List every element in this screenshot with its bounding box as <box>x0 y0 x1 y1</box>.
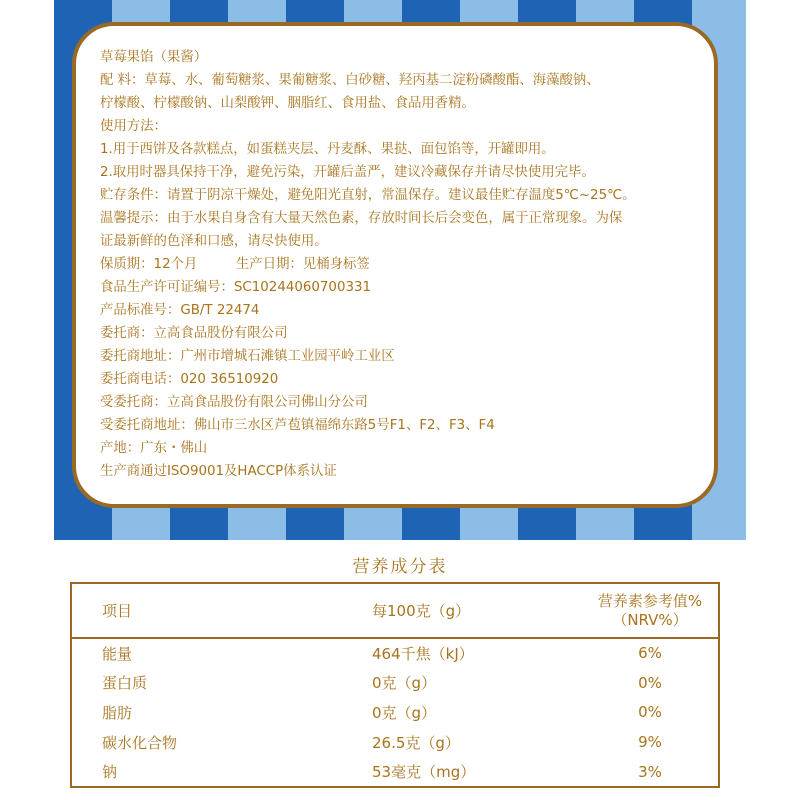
label-text-block <box>100 46 700 483</box>
client-name: 委托商：立高食品股份有限公司 <box>100 326 288 341</box>
product-standard: 产品标准号：GB/T 22474 <box>100 303 260 318</box>
origin: 产地：广东・佛山 <box>100 441 208 456</box>
nutrition-table-title: 营养成分表 <box>352 557 448 577</box>
ingredients-line-2: 柠檬酸、柠檬酸钠、山梨酸钾、胭脂红、食用盐、食品用香精。 <box>100 96 475 111</box>
header-item: 项目 <box>102 602 133 620</box>
nutrient-name: 脂肪 <box>102 703 133 722</box>
table-row <box>71 727 719 757</box>
manufacturer-address: 受委托商地址：佛山市三水区芦苞镇福绵东路5号F1、F2、F3、F4 <box>100 418 495 433</box>
nutrient-name: 能量 <box>102 644 133 663</box>
table-row <box>71 757 719 787</box>
header-nrv-line-1: 营养素参考值% <box>597 591 703 610</box>
nutrient-amount: 0克（g） <box>372 703 437 722</box>
certification: 生产商通过ISO9001及HACCP体系认证 <box>100 464 337 479</box>
nutrient-nrv: 3% <box>638 762 662 781</box>
storage-conditions: 贮存条件：请置于阴凉干燥处，避免阳光直射，常温保存。建议最佳贮存温度5℃~25℃。 <box>100 188 636 203</box>
nutrient-amount: 464千焦（kJ） <box>372 644 474 663</box>
nutrient-name: 蛋白质 <box>102 674 148 693</box>
nutrient-nrv: 6% <box>638 644 662 663</box>
product-name: 草莓果馅（果酱） <box>100 50 208 65</box>
header-nrv-line-2: （NRV%） <box>612 610 688 629</box>
manufacturer-name: 受委托商：立高食品股份有限公司佛山分公司 <box>100 395 368 410</box>
nutrient-amount: 0克（g） <box>372 674 437 693</box>
header-per-100g: 每100克（g） <box>372 602 471 620</box>
nutrient-amount: 26.5克（g） <box>372 733 460 752</box>
nutrient-nrv: 9% <box>638 733 662 752</box>
table-row <box>71 638 719 668</box>
nutrient-name: 钠 <box>102 763 118 782</box>
nutrient-nrv: 0% <box>638 673 662 692</box>
production-license: 食品生产许可证编号：SC10244060700331 <box>100 280 372 295</box>
client-phone: 委托商电话：020 36510920 <box>100 372 279 387</box>
production-date: 生产日期：见桶身标签 <box>235 257 370 272</box>
nutrient-amount: 53毫克（mg） <box>372 763 476 782</box>
nutrition-header-row <box>71 583 719 638</box>
nutrition-table <box>70 582 720 788</box>
client-address: 委托商地址：广州市增城石滩镇工业园平岭工业区 <box>100 349 395 364</box>
usage-heading: 使用方法： <box>100 119 167 134</box>
shelf-life: 保质期：12个月 <box>100 257 198 272</box>
ingredients-line-1: 配 料：草莓、水、葡萄糖浆、果葡糖浆、白砂糖、羟丙基二淀粉磷酸酯、海藻酸钠、 <box>100 73 600 88</box>
usage-step-1: 1.用于西饼及各款糕点，如蛋糕夹层、丹麦酥、果挞、面包馅等，开罐即用。 <box>100 142 555 157</box>
table-row <box>71 668 719 698</box>
table-row <box>71 698 719 728</box>
nutrient-nrv: 0% <box>638 703 662 722</box>
nutrient-name: 碳水化合物 <box>102 733 178 752</box>
tips-line-1: 温馨提示：由于水果自身含有大量天然色素，存放时间长后会变色，属于正常现象。为保 <box>100 211 623 226</box>
tips-line-2: 证最新鲜的色泽和口感，请尽快使用。 <box>100 234 328 249</box>
header-nrv <box>582 583 719 638</box>
shelf-life-row <box>100 253 700 276</box>
usage-step-2: 2.取用时器具保持干净，避免污染，开罐后盖严，建议冷藏保存并请尽快使用完毕。 <box>100 165 595 180</box>
